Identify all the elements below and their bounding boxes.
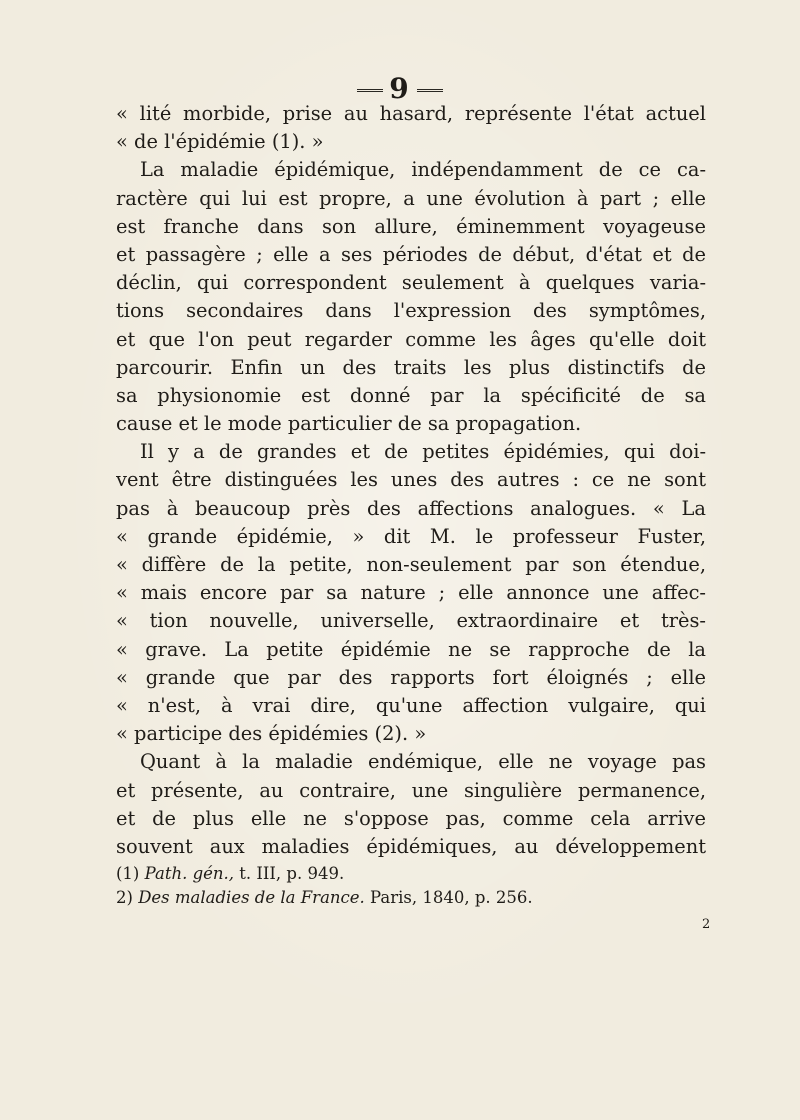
text-line: Il y a de grandes et de petites épidémies, qui doi- [140,440,706,464]
text-line: Quant à la maladie endémique, elle ne voyage pas [140,750,706,774]
footnote-1-reference: t. III, p. 949. [234,864,345,883]
text-line: et présente, au contraire, une singulière permanence, [116,778,706,802]
text-line: « tion nouvelle, universelle, extraordinaire et très- [116,609,706,633]
text-line: tions secondaires dans l'expression des symptômes, [116,299,706,323]
text-line: « n'est, à vrai dire, qu'une affection vulgaire, qui [116,693,706,717]
footnote-2-title: Des maladies de la France. [138,888,365,907]
text-line: ractère qui lui est propre, a une évolution à part ; elle [116,186,706,210]
footnote-2 [116,886,716,910]
text-line: « grande que par des rapports fort éloignés ; elle [116,665,706,689]
text-line: « lité morbide, prise au hasard, représente l'état actuel [116,102,706,125]
text-line: et de plus elle ne s'oppose pas, comme cela arrive [116,806,706,830]
text-line: pas à beaucoup près des affections analogues. « La [116,496,706,520]
footnote-1-title: Path. gén., [144,864,235,883]
text-line: et passagère ; elle a ses périodes de début, d'état et de [116,242,706,266]
body-text [116,100,706,861]
text-line: « de l'épidémie (1). » [116,130,324,154]
text-line: vent être distinguées les unes des autres : ce ne sont [116,468,706,492]
text-line: et que l'on peut regarder comme les âges qu'elle doit [116,327,706,351]
signature-mark: 2 [702,917,711,932]
text-line: déclin, qui correspondent seulement à quelques varia- [116,271,706,295]
footnote-1 [116,862,716,886]
footnote-1-marker: (1) [116,864,140,883]
text-line: « grande épidémie, » dit M. le professeur Fuster, [116,524,706,548]
right-ornament-dash [417,89,443,92]
text-line: « diffère de la petite, non-seulement par son étendue, [116,553,706,576]
text-line: « grave. La petite épidémie ne se rapproche de la [116,637,706,661]
footnote-2-marker: 2) [116,888,133,907]
text-line: « participe des épidémies (2). » [116,722,427,746]
text-line: souvent aux maladies épidémiques, au développement [116,834,706,858]
footnote-2-reference: Paris, 1840, p. 256. [364,888,533,907]
left-ornament-dash [357,89,383,92]
page-number-value: 9 [389,72,411,105]
footnotes [116,862,716,910]
text-line: cause et le mode particulier de sa propagation. [116,412,582,436]
text-line: « mais encore par sa nature ; elle annonce une affec- [116,581,706,605]
text-line: sa physionomie est donné par la spécificité de sa [116,383,706,407]
text-line: parcourir. Enfin un des traits les plus distinctifs de [116,355,706,379]
text-line: est franche dans son allure, éminemment voyageuse [116,214,706,238]
text-line: La maladie épidémique, indépendamment de ce ca- [140,158,706,182]
